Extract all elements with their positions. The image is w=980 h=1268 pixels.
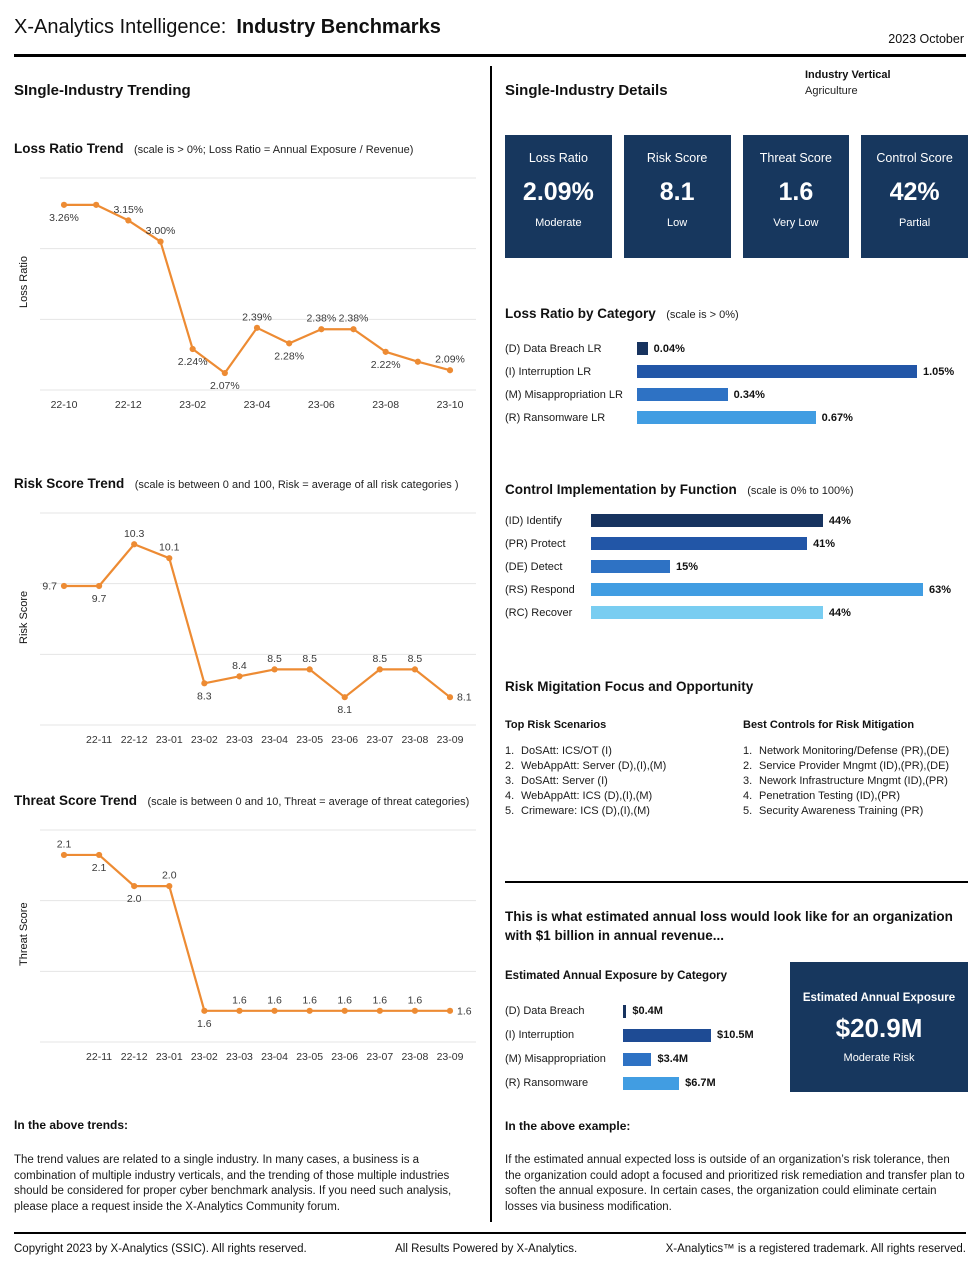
bar-value-label: 1.05% <box>923 365 955 378</box>
y-axis-label: Risk Score <box>18 590 30 644</box>
top-risk-scenarios-list <box>505 744 743 819</box>
list-item-text: DoSAtt: Server (I) <box>521 775 608 787</box>
svg-text:1.6: 1.6 <box>337 994 353 1007</box>
svg-text:23-09: 23-09 <box>436 734 464 746</box>
chart-subtitle: (scale is between 0 and 10, Threat = average of threat categories) <box>147 796 470 808</box>
score-card-title: Risk Score <box>646 151 708 165</box>
exposure-card-title: Estimated Annual Exposure <box>802 992 956 1004</box>
chart-body <box>14 162 480 414</box>
chart-title: Loss Ratio by Category <box>505 306 656 321</box>
top-risk-scenarios <box>505 719 743 819</box>
bar-value-label: $6.7M <box>685 1077 716 1089</box>
exposure-by-category-chart <box>505 999 754 1095</box>
svg-text:2.0: 2.0 <box>126 893 142 906</box>
best-controls-list <box>743 744 968 819</box>
list-item <box>505 759 743 774</box>
bar-value-label: 15% <box>676 560 699 573</box>
score-card-control-score <box>861 135 968 258</box>
svg-text:22-12: 22-12 <box>120 1051 148 1063</box>
bar-row <box>505 383 954 406</box>
svg-text:2.0: 2.0 <box>161 869 177 882</box>
bar-category-label: (DE) Detect <box>505 560 563 573</box>
list-item-number: 2. <box>743 760 753 772</box>
list-item-text: WebAppAtt: Server (D),(I),(M) <box>521 760 667 772</box>
svg-text:23-08: 23-08 <box>401 734 429 746</box>
list-item-text: Penetration Testing (ID),(PR) <box>759 790 901 802</box>
bar-category-label: (D) Data Breach LR <box>505 342 602 355</box>
list-item-number: 3. <box>743 775 753 787</box>
bar <box>623 1029 711 1042</box>
list-item <box>743 774 968 789</box>
list-item <box>505 789 743 804</box>
y-axis-label: Loss Ratio <box>18 256 30 308</box>
bar-category-label: (M) Misappropriation <box>505 1053 606 1065</box>
footer-trademark: X-Analytics™ is a registered trademark. All rights reserved. <box>665 1243 966 1255</box>
svg-text:23-01: 23-01 <box>155 1051 183 1063</box>
list-item-text: WebAppAtt: ICS (D),(I),(M) <box>521 790 653 802</box>
svg-text:3.00%: 3.00% <box>145 225 176 238</box>
list-item-text: Nework Infrastructure Mngmt (ID),(PR) <box>759 775 948 787</box>
svg-text:8.1: 8.1 <box>337 704 353 717</box>
chart-subtitle: (scale is > 0%) <box>666 309 739 321</box>
svg-text:2.1: 2.1 <box>56 838 72 851</box>
svg-text:1.6: 1.6 <box>267 994 282 1007</box>
bar <box>637 365 917 378</box>
bar <box>637 411 816 424</box>
list-item-text: Service Provider Mngmt (ID),(PR),(DE) <box>759 760 950 772</box>
svg-text:1.6: 1.6 <box>232 994 247 1007</box>
bar-value-label: 0.34% <box>733 388 765 401</box>
exposure-by-category-title: Estimated Annual Exposure by Category <box>505 970 727 982</box>
svg-text:22-10: 22-10 <box>50 399 78 411</box>
svg-text:23-07: 23-07 <box>366 734 394 746</box>
svg-text:8.1: 8.1 <box>457 691 472 704</box>
bar <box>591 560 670 573</box>
example-note-title: In the above example: <box>505 1119 631 1133</box>
bar-value-label: 44% <box>828 606 851 619</box>
score-card-title: Loss Ratio <box>528 151 588 165</box>
list-item-number: 5. <box>505 805 515 817</box>
chart-title: Loss Ratio Trend <box>14 141 124 156</box>
risk-mitigation-title: Risk Migitation Focus and Opportunity <box>505 679 754 694</box>
bar-row <box>505 337 954 360</box>
svg-text:23-06: 23-06 <box>307 399 335 411</box>
svg-text:22-11: 22-11 <box>86 1051 113 1063</box>
bar-category-label: (RS) Respond <box>505 583 575 596</box>
industry-vertical-label: Industry Vertical <box>805 69 891 81</box>
score-card-sub: Moderate <box>535 217 582 229</box>
bar <box>591 606 823 619</box>
chart-body <box>14 497 480 749</box>
svg-text:1.6: 1.6 <box>302 994 317 1007</box>
svg-text:2.39%: 2.39% <box>242 311 272 324</box>
score-card-title: Threat Score <box>759 151 832 165</box>
bar-row <box>505 1071 754 1095</box>
bar-row <box>505 601 951 624</box>
risk-score-trend-plot <box>34 497 480 749</box>
bar-category-label: (M) Misappropriation LR <box>505 388 623 401</box>
svg-text:23-05: 23-05 <box>296 1051 324 1063</box>
control-implementation-title <box>505 481 854 499</box>
chart-subtitle: (scale is 0% to 100%) <box>747 485 854 497</box>
score-card-value: 8.1 <box>659 178 695 206</box>
example-note-body: If the estimated annual expected loss is outside of an organization’s risk tolerance, then the organization could adopt a focused and prioritized risk remediation and transfer plan to soften the annual exposure. In certain cases, the organization could eliminate certain losses via business modification. <box>505 1154 965 1213</box>
score-card-sub: Very Low <box>773 217 819 229</box>
top-risk-scenarios-title: Top Risk Scenarios <box>505 719 607 731</box>
svg-text:10.1: 10.1 <box>159 541 180 554</box>
bar-row <box>505 1023 754 1047</box>
threat-score-trend-plot <box>34 814 480 1066</box>
svg-text:23-04: 23-04 <box>261 734 288 746</box>
list-item-number: 2. <box>505 760 515 772</box>
svg-text:1.6: 1.6 <box>457 1005 472 1018</box>
list-item-number: 1. <box>743 745 753 757</box>
svg-text:10.3: 10.3 <box>123 527 145 540</box>
bar-row <box>505 578 951 601</box>
score-card-value: 1.6 <box>778 178 814 206</box>
bar-category-label: (ID) Identify <box>505 514 562 527</box>
loss-ratio-by-category-title <box>505 305 739 323</box>
svg-text:8.3: 8.3 <box>197 690 212 703</box>
chart-subtitle: (scale is > 0%; Loss Ratio = Annual Exposure / Revenue) <box>133 144 414 156</box>
svg-text:1.6: 1.6 <box>372 994 388 1007</box>
list-item <box>743 744 968 759</box>
bar-category-label: (RC) Recover <box>505 606 573 619</box>
list-item-text: DoSAtt: ICS/OT (I) <box>521 745 612 757</box>
list-item <box>505 774 743 789</box>
bar-row <box>505 360 954 383</box>
list-item-number: 5. <box>743 805 753 817</box>
exposure-card-sub: Moderate Risk <box>843 1052 915 1064</box>
list-item-number: 4. <box>505 790 515 802</box>
chart-title: Control Implementation by Function <box>505 482 737 497</box>
loss-ratio-trend-plot <box>34 162 480 414</box>
svg-text:23-03: 23-03 <box>226 1051 253 1063</box>
list-item-text: Security Awareness Training (PR) <box>759 805 924 817</box>
bar-row <box>505 1047 754 1071</box>
loss-ratio-trend-chart <box>14 140 480 414</box>
left-column <box>14 57 480 1232</box>
header <box>14 0 966 57</box>
score-card-value: 42% <box>889 178 940 206</box>
svg-text:8.5: 8.5 <box>267 652 282 665</box>
y-axis-label: Threat Score <box>18 902 30 966</box>
bar-row <box>505 532 951 555</box>
bar-category-label: (PR) Protect <box>505 537 566 550</box>
svg-text:2.22%: 2.22% <box>370 358 401 371</box>
chart-title-row <box>14 140 480 158</box>
best-controls <box>743 719 968 819</box>
svg-text:8.5: 8.5 <box>372 652 388 665</box>
trending-section-title: SIngle-Industry Trending <box>14 82 191 99</box>
bar <box>637 342 648 355</box>
chart-title-row <box>14 475 480 493</box>
exposure-card-value: $20.9M <box>835 1013 923 1043</box>
svg-text:2.38%: 2.38% <box>338 312 369 325</box>
control-implementation-chart <box>505 509 951 624</box>
header-titles <box>14 16 441 39</box>
score-card-sub: Low <box>667 217 688 229</box>
risk-score-trend-chart <box>14 475 480 749</box>
svg-text:23-04: 23-04 <box>243 399 271 411</box>
footer <box>14 1232 966 1255</box>
chart-title: Threat Score Trend <box>14 793 138 808</box>
bar-value-label: $10.5M <box>717 1029 754 1041</box>
trends-note-title: In the above trends: <box>14 1118 129 1132</box>
svg-text:23-06: 23-06 <box>331 1051 359 1063</box>
svg-text:2.09%: 2.09% <box>435 353 465 366</box>
score-cards <box>505 135 968 258</box>
industry-vertical-value: Agriculture <box>805 85 858 97</box>
score-card-title: Control Score <box>876 151 953 165</box>
bar <box>591 537 807 550</box>
list-item-number: 4. <box>743 790 753 802</box>
bar <box>591 583 923 596</box>
footer-copyright: Copyright 2023 by X-Analytics (SSIC). All rights reserved. <box>14 1243 307 1255</box>
svg-text:9.7: 9.7 <box>42 580 57 593</box>
bar-value-label: 0.67% <box>821 411 853 424</box>
svg-text:22-11: 22-11 <box>86 734 113 746</box>
svg-text:8.5: 8.5 <box>302 652 317 665</box>
svg-text:23-02: 23-02 <box>190 1051 218 1063</box>
report-title: Industry Benchmarks <box>236 16 441 38</box>
loss-ratio-by-category-chart <box>505 337 954 429</box>
risk-mitigation-columns <box>505 719 968 819</box>
svg-text:23-08: 23-08 <box>372 399 400 411</box>
list-item <box>505 744 743 759</box>
score-card-loss-ratio <box>505 135 612 258</box>
chart-title-row <box>14 792 480 810</box>
svg-text:8.5: 8.5 <box>407 652 423 665</box>
bar-value-label: $0.4M <box>632 1005 663 1017</box>
bar <box>623 1053 651 1066</box>
bar <box>623 1005 626 1018</box>
svg-text:2.24%: 2.24% <box>177 356 208 369</box>
bar-category-label: (I) Interruption <box>505 1029 575 1041</box>
svg-text:23-07: 23-07 <box>366 1051 394 1063</box>
example-statement: This is what estimated annual loss would look like for an organization with $1 billion in annual revenue... <box>505 909 953 943</box>
svg-text:23-05: 23-05 <box>296 734 324 746</box>
best-controls-title: Best Controls for Risk Mitigation <box>743 719 915 731</box>
svg-text:23-08: 23-08 <box>401 1051 429 1063</box>
chart-title: Risk Score Trend <box>14 476 125 491</box>
svg-text:8.4: 8.4 <box>232 659 247 672</box>
svg-text:23-03: 23-03 <box>226 734 253 746</box>
svg-text:23-02: 23-02 <box>190 734 218 746</box>
bar-value-label: 44% <box>828 514 851 527</box>
list-item <box>743 804 968 819</box>
list-item-number: 1. <box>505 745 515 757</box>
app-title: X-Analytics Intelligence: <box>14 16 227 38</box>
svg-text:3.26%: 3.26% <box>49 211 79 224</box>
svg-text:23-09: 23-09 <box>436 1051 464 1063</box>
score-card-sub: Partial <box>899 217 931 229</box>
chart-body <box>14 814 480 1066</box>
bar <box>623 1077 679 1090</box>
svg-text:23-04: 23-04 <box>261 1051 288 1063</box>
svg-text:23-01: 23-01 <box>155 734 183 746</box>
bar-value-label: 0.04% <box>653 342 685 355</box>
svg-text:23-10: 23-10 <box>436 399 464 411</box>
bar-value-label: 63% <box>929 583 952 596</box>
svg-text:3.15%: 3.15% <box>113 203 144 216</box>
bar-category-label: (R) Ransomware LR <box>505 411 606 424</box>
bar-value-label: $3.4M <box>657 1053 689 1065</box>
score-card-risk-score <box>624 135 731 258</box>
svg-text:1.6: 1.6 <box>407 994 423 1007</box>
bar-category-label: (R) Ransomware <box>505 1077 589 1089</box>
list-item-number: 3. <box>505 775 515 787</box>
details-section-title: Single-Industry Details <box>505 82 668 99</box>
svg-text:1.6: 1.6 <box>197 1017 212 1030</box>
score-card-value: 2.09% <box>522 178 594 206</box>
trends-note-body: The trend values are related to a single industry. In many cases, a business is a combination of multiple industry verticals, and the trending of those multiple industries should be considered for proper cyber benchmark analysis. If you need such analysis, please place a request inside the X-Analytics Community forum. <box>14 1154 452 1213</box>
svg-text:2.1: 2.1 <box>91 861 107 874</box>
svg-text:22-12: 22-12 <box>114 399 142 411</box>
svg-text:23-06: 23-06 <box>331 734 359 746</box>
list-item <box>743 759 968 774</box>
bar-row <box>505 509 951 532</box>
svg-text:2.38%: 2.38% <box>306 312 337 325</box>
svg-text:2.07%: 2.07% <box>209 380 240 393</box>
list-item-text: Network Monitoring/Defense (PR),(DE) <box>759 745 950 757</box>
threat-score-trend-chart <box>14 792 480 1066</box>
bar-row <box>505 999 754 1023</box>
estimated-annual-exposure-card <box>790 962 968 1092</box>
svg-text:23-02: 23-02 <box>179 399 207 411</box>
bar-category-label: (D) Data Breach <box>505 1005 585 1017</box>
bar <box>591 514 823 527</box>
chart-subtitle: (scale is between 0 and 100, Risk = average of all risk categories ) <box>134 479 459 491</box>
industry-vertical <box>805 69 968 97</box>
list-item <box>743 789 968 804</box>
bar <box>637 388 728 401</box>
section-divider <box>505 881 968 883</box>
list-item-text: Crimeware: ICS (D),(I),(M) <box>521 805 650 817</box>
bar-category-label: (I) Interruption LR <box>505 365 592 378</box>
bar-value-label: 41% <box>813 537 836 550</box>
right-column <box>505 57 968 1232</box>
report-date: 2023 October <box>888 32 964 46</box>
list-item <box>505 804 743 819</box>
svg-text:9.7: 9.7 <box>91 592 107 605</box>
bar-row <box>505 555 951 578</box>
score-card-threat-score <box>743 135 850 258</box>
bar-row <box>505 406 954 429</box>
svg-text:2.28%: 2.28% <box>274 350 305 363</box>
column-divider <box>490 66 492 1222</box>
footer-powered-by: All Results Powered by X-Analytics. <box>395 1243 578 1255</box>
svg-text:22-12: 22-12 <box>120 734 148 746</box>
